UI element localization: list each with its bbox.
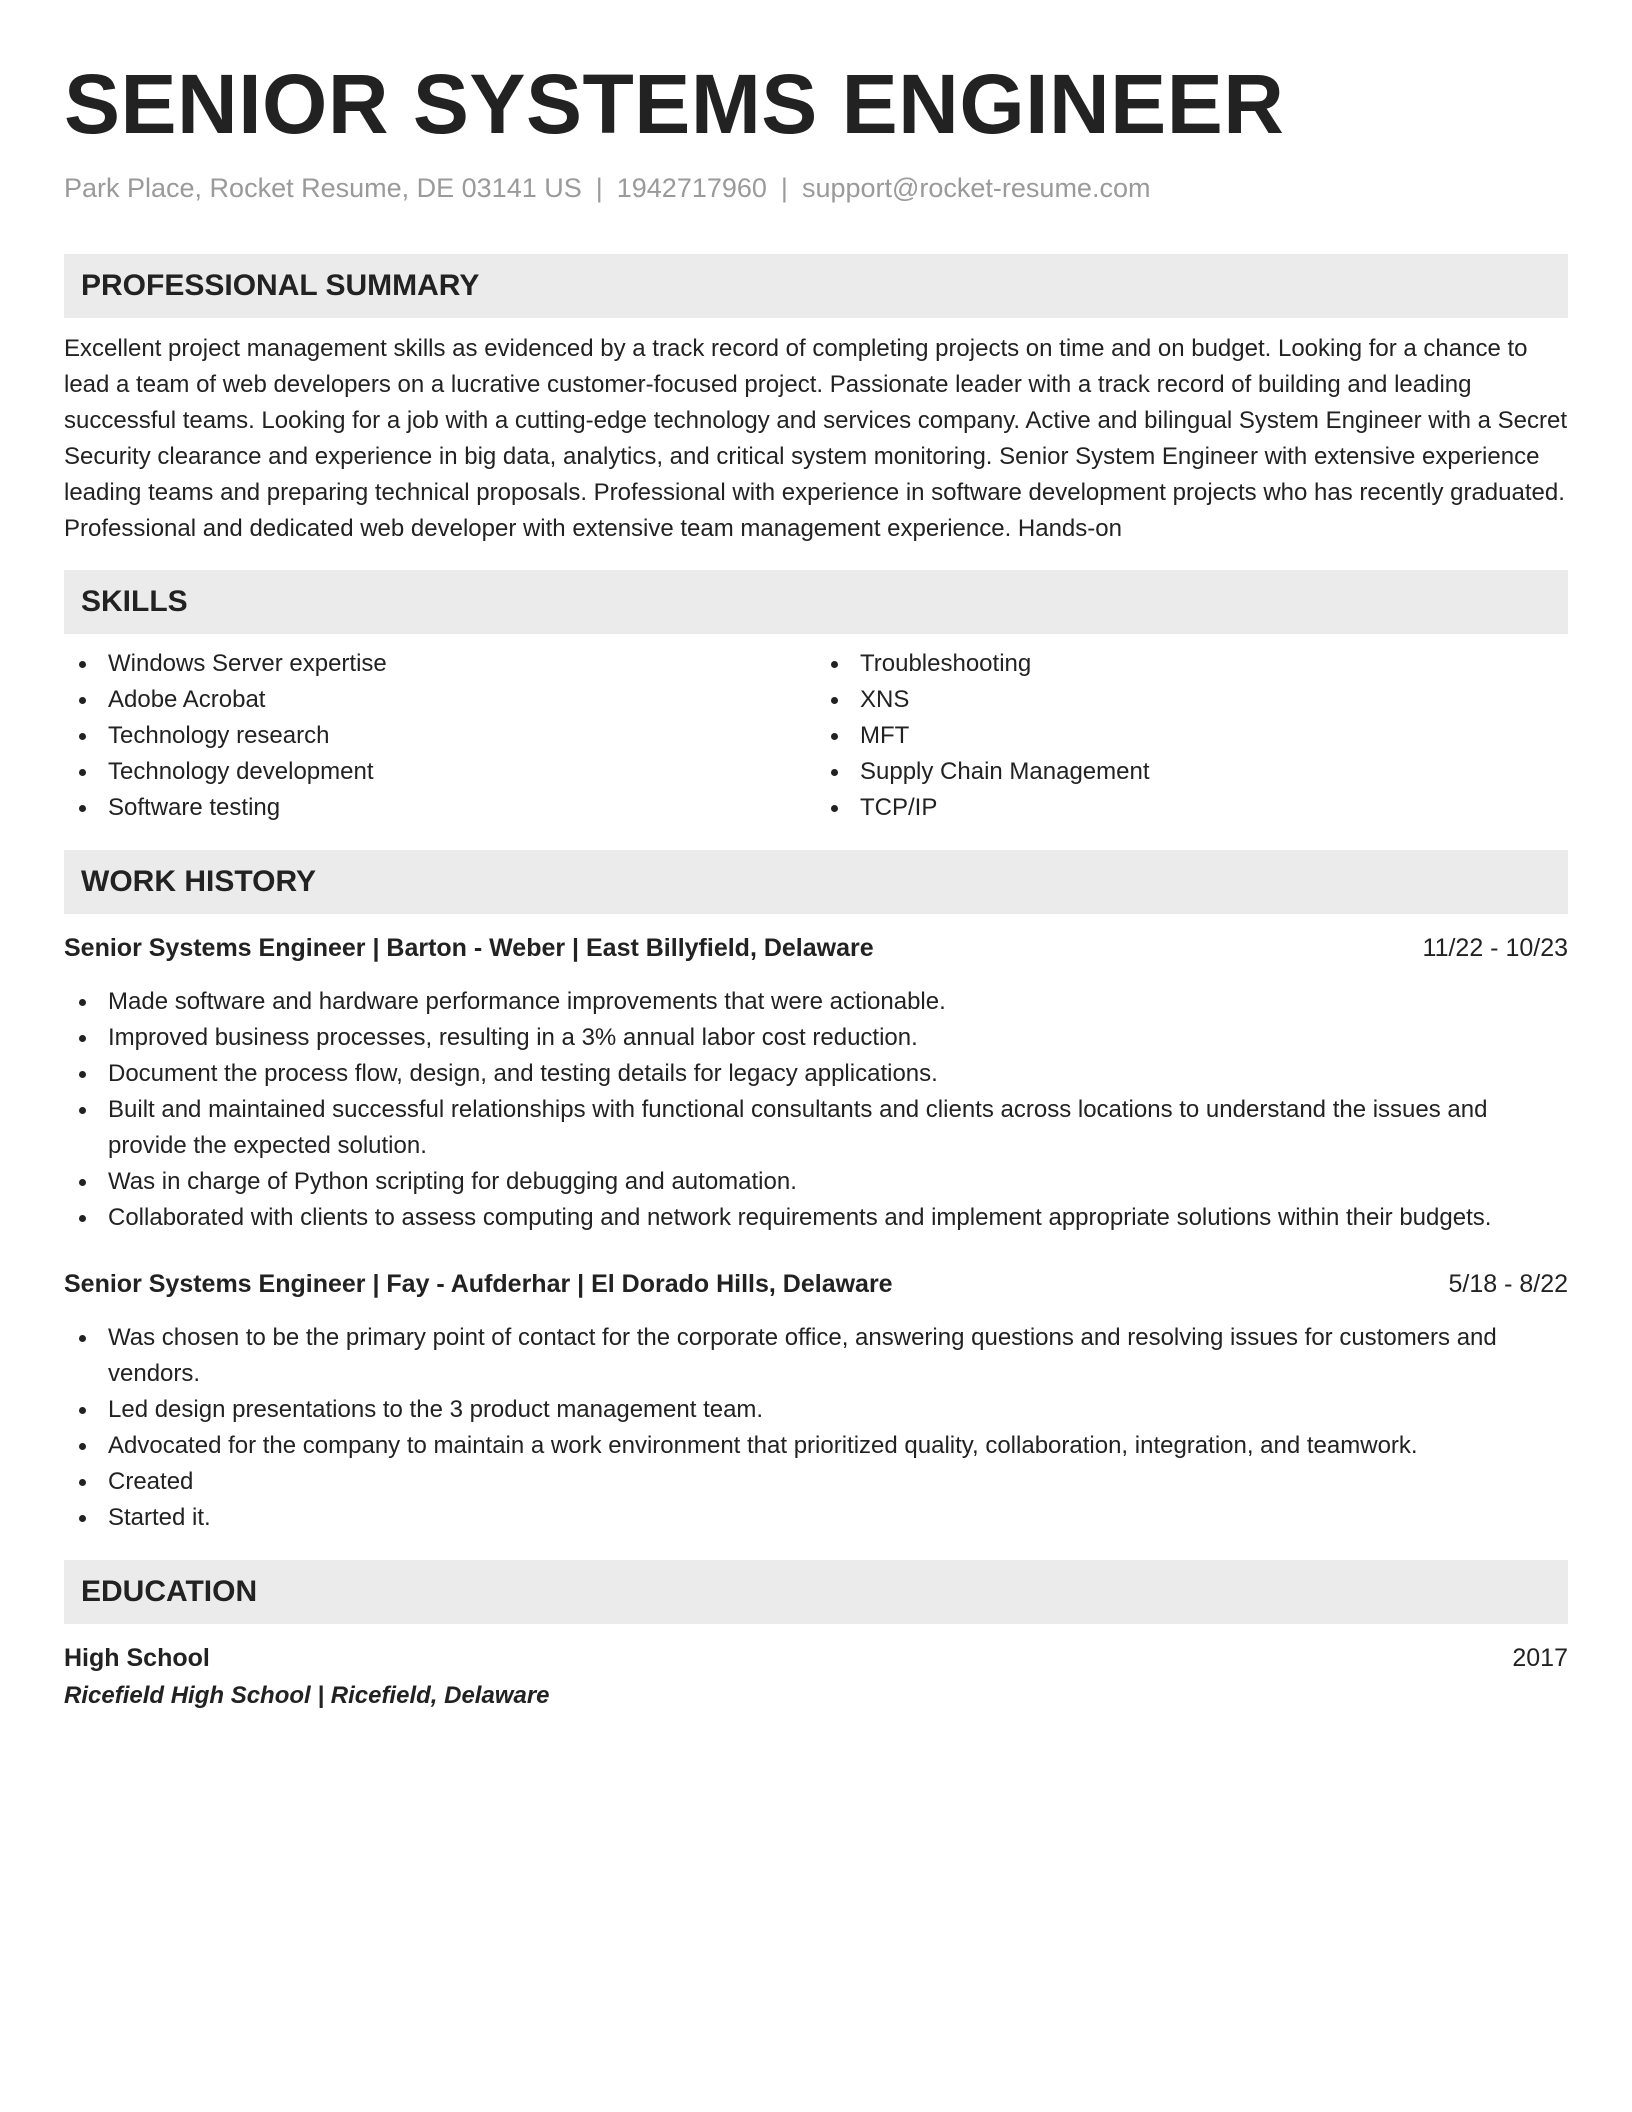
job-bullet-text: Advocated for the company to maintain a work environment that prioritized quality, collaboration, integration, and teamwork. — [108, 1432, 1418, 1459]
skill-item — [816, 790, 1568, 826]
job-bullet-text: Was in charge of Python scripting for debugging and automation. — [108, 1168, 797, 1195]
section-header-skills: SKILLS — [64, 570, 1568, 634]
bullet-icon — [79, 1335, 86, 1342]
education-school: Ricefield High School | Ricefield, Delaware — [64, 1682, 550, 1709]
job-heading-row — [64, 1266, 1568, 1302]
job-bullet-list — [64, 984, 1568, 1236]
education-year: 2017 — [1512, 1644, 1568, 1672]
bullet-icon — [79, 1479, 86, 1486]
skill-label: Supply Chain Management — [860, 758, 1150, 785]
skill-label: Adobe Acrobat — [108, 686, 266, 713]
skill-item — [64, 718, 816, 754]
bullet-icon — [831, 733, 838, 740]
job-dates: 5/18 - 8/22 — [1448, 1270, 1568, 1298]
skill-label: XNS — [860, 686, 910, 713]
skills-list-right — [816, 646, 1568, 826]
skill-label: Troubleshooting — [860, 650, 1032, 677]
skill-item — [816, 646, 1568, 682]
bullet-icon — [79, 1179, 86, 1186]
bullet-icon — [79, 769, 86, 776]
job-entry — [64, 930, 1568, 1236]
job-bullet-text: Collaborated with clients to assess computing and network requirements and implement appropriate solutions within their budgets. — [108, 1204, 1492, 1231]
skill-label: MFT — [860, 722, 910, 749]
bullet-icon — [79, 1107, 86, 1114]
skill-item — [64, 754, 816, 790]
skill-item — [64, 682, 816, 718]
skill-item — [816, 754, 1568, 790]
job-bullet — [64, 1392, 1568, 1428]
job-bullet-text: Made software and hardware performance improvements that were actionable. — [108, 988, 946, 1015]
resume-title: SENIOR SYSTEMS ENGINEER — [64, 57, 1285, 151]
summary-text: Excellent project management skills as evidenced by a track record of completing projects on time and on budget. Looking for a chance to lead a team of web developers on a lucrative customer-focused project. Passionate leader with a track record of building and leading successful teams. Looking for a job with a cutting-edge technology and services company. Active and bilingual System Engineer with a Secret Security clearance and experience in big data, analytics, and critical system monitoring. Senior System Engineer with extensive experience leading teams and preparing technical proposals. Professional with experience in software development projects who has recently graduated. Professional and dedicated web developer with extensive team management experience. Hands-on — [64, 335, 1568, 542]
bullet-icon — [79, 1515, 86, 1522]
contact-separator: | — [780, 173, 788, 203]
contact-phone: 1942717960 — [616, 173, 767, 203]
bullet-icon — [831, 661, 838, 668]
section-header-work-history: WORK HISTORY — [64, 850, 1568, 914]
skills-columns — [64, 646, 1568, 826]
contact-line — [64, 170, 1568, 206]
bullet-icon — [79, 1407, 86, 1414]
education-heading-row — [64, 1640, 1568, 1676]
skill-label: TCP/IP — [860, 794, 938, 821]
job-bullet-text: Document the process flow, design, and testing details for legacy applications. — [108, 1060, 938, 1087]
job-bullet — [64, 1428, 1568, 1464]
bullet-icon — [79, 805, 86, 812]
skill-item — [816, 682, 1568, 718]
bullet-icon — [79, 1071, 86, 1078]
job-bullet — [64, 1164, 1568, 1200]
contact-email: support@rocket-resume.com — [801, 173, 1151, 203]
bullet-icon — [831, 769, 838, 776]
bullet-icon — [79, 733, 86, 740]
job-bullet-text: Built and maintained successful relationships with functional consultants and clients across locations to understand the issues and provide the expected solution. — [108, 1096, 1488, 1159]
skill-item — [64, 790, 816, 826]
education-degree: High School — [64, 1644, 210, 1672]
bullet-icon — [831, 805, 838, 812]
job-bullet — [64, 1020, 1568, 1056]
job-bullet-text: Improved business processes, resulting in a 3% annual labor cost reduction. — [108, 1024, 918, 1051]
job-bullet-text: Created — [108, 1468, 194, 1495]
job-bullet — [64, 1464, 1568, 1500]
skill-item — [816, 718, 1568, 754]
education-entry — [64, 1640, 1568, 1714]
bullet-icon — [79, 661, 86, 668]
skill-label: Windows Server expertise — [108, 650, 387, 677]
job-entry — [64, 1266, 1568, 1536]
job-heading-row — [64, 930, 1568, 966]
job-bullet-text: Started it. — [108, 1504, 211, 1531]
skills-list-left — [64, 646, 816, 826]
bullet-icon — [79, 697, 86, 704]
skill-label: Software testing — [108, 794, 281, 821]
bullet-icon — [79, 999, 86, 1006]
job-bullet-text: Was chosen to be the primary point of contact for the corporate office, answering questions and resolving issues for customers and vendors. — [108, 1324, 1497, 1387]
job-bullet — [64, 1092, 1568, 1164]
job-bullet — [64, 984, 1568, 1020]
bullet-icon — [79, 1035, 86, 1042]
job-bullet-text: Led design presentations to the 3 product management team. — [108, 1396, 764, 1423]
job-heading: Senior Systems Engineer | Barton - Weber | East Billyfield, Delaware — [64, 934, 874, 962]
skill-item — [64, 646, 816, 682]
section-header-education: EDUCATION — [64, 1560, 1568, 1624]
job-heading: Senior Systems Engineer | Fay - Aufderhar | El Dorado Hills, Delaware — [64, 1270, 893, 1298]
job-bullet — [64, 1200, 1568, 1236]
job-bullet — [64, 1056, 1568, 1092]
job-bullet-list — [64, 1320, 1568, 1536]
contact-address: Park Place, Rocket Resume, DE 03141 US — [64, 173, 582, 203]
job-bullet — [64, 1500, 1568, 1536]
contact-separator: | — [595, 173, 603, 203]
bullet-icon — [831, 697, 838, 704]
job-dates: 11/22 - 10/23 — [1422, 934, 1568, 962]
skill-label: Technology research — [108, 722, 330, 749]
bullet-icon — [79, 1443, 86, 1450]
bullet-icon — [79, 1215, 86, 1222]
skill-label: Technology development — [108, 758, 374, 785]
section-header-summary: PROFESSIONAL SUMMARY — [64, 254, 1568, 318]
job-bullet — [64, 1320, 1568, 1392]
